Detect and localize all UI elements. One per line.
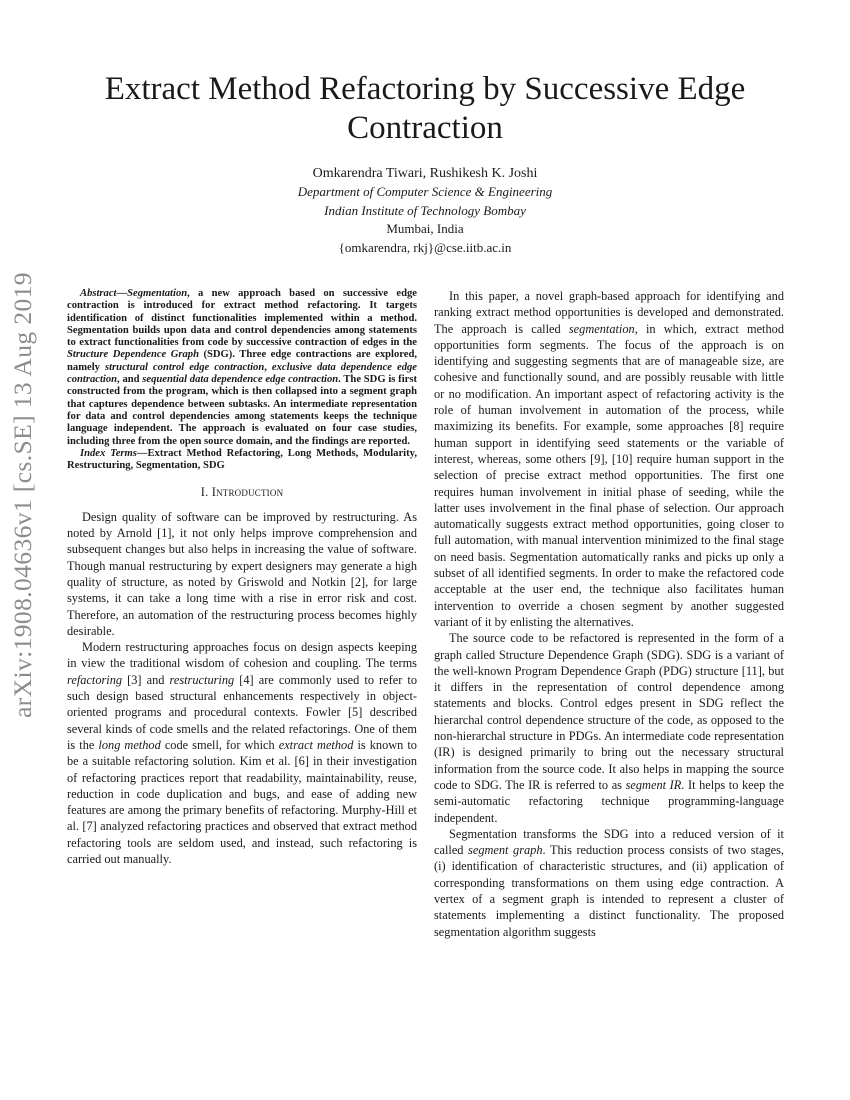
term-segment-ir: segment IR [625,777,682,792]
right-column [434,288,784,940]
index-terms-label: Index Terms [80,447,137,459]
right-paragraph-2 [434,630,784,826]
abstract-text: (SDG). Three edge contractions are explored, namely [67,349,417,373]
title-line-1: Extract Method Refactoring by Successive Edge [104,71,746,107]
abstract-sdg: Structure Dependence Graph [67,349,199,361]
text-run: Modern restructuring approaches focus on design aspects keeping in view the traditional wisdom of cohesion and coupling. The terms [67,640,417,671]
title-line-2: Contraction [347,110,503,146]
term-segmentation: segmentation [568,321,635,336]
abstract-contraction-1: structural control edge contraction [104,361,265,373]
affiliation-city: Mumbai, India [386,221,464,236]
text-run: , in which, extract method opportunities form segments. The focus of the approach is on identifying and suggesting segments that are of manageable size, are cohesive and functionally sound, and are possibly reusable with little or no modification. An important aspect of refactoring activity is the role of human involvement in automation of the process, while maximizing its benefits. For example, some approaches [8] require human support in identifying seed statements or the variable of interest, whereas, some others [9], [10] require human support in the selection of precise extract method opportunities. The first one requires human involvement in initial phase of seeding, while the latter uses involvement in the final phase of selection. Our approach automatically suggests extract method opportunities, going closer to full automation, with manual intervention minimized to the final stage on need basis. Segmentation automatically ranks and picks up only a subset of all identified segments. In order to make the refactored code acceptable at the user end, the technique also facilitates human intervention to override a chosen segment by another suggested variant of it by enlisting the alternatives. [434,321,784,629]
abstract-text: , [264,361,272,373]
right-paragraph-1 [434,288,784,630]
term-long-method: long method [98,737,161,752]
paper-title [0,70,850,148]
text-run: . It helps to keep the semi-automatic refactoring technique programming-language independent. [434,777,784,825]
text-run: code smell, for which [160,737,279,752]
abstract-contraction-2: exclusive data dependence edge contraction [67,361,418,386]
term-segment-graph: segment graph [468,843,543,858]
affiliation-dept: Department of Computer Science & Engineering [297,184,553,199]
abstract-text: , a new approach based on successive edge contraction is introduced for extract method refactoring. It targets identification of distinct functionalities implemented within a method. Segmentation builds upon data and control dependencies among statements to extract functionalities from code by successive contraction of edges in the [67,288,417,349]
text-run: The source code to be refactored is represented in the form of a graph called Structure Dependence Graph (SDG). SDG is a variant of the well-known Program Dependence Graph (PDG) structure [11], but it differs in the representation of control dependence among statements and blocks. Control edges present in SDG reflect the hierarchal control dependence structure of the code, as opposed to the non-hierarchal structure in PDGs. An intermediate code representation (IR) is designed primarily to bring out the necessary structural information from the source code. It also helps in mapping the source code to SDG. The IR is referred to as [434,631,784,792]
affiliation-inst: Indian Institute of Technology Bombay [324,202,526,218]
section-heading-introduction: I. Introduction [200,485,284,500]
abstract [67,288,417,472]
intro-paragraph-1: Design quality of software can be improved by restructuring. As noted by Arnold [1], it not only helps improve comprehension and subsequent changes but also helps in increasing the value of software. Though manual restructuring by expert designers may generate a high quality of structure, as noted by Griswold and Notkin [2], for large systems, it can take a long time with a rise in error risk and cost. Therefore, an automation of the restructuring process becomes highly desirable. [67,509,417,638]
term-extract-method: extract method [278,737,354,752]
paper-header [0,70,850,257]
text-run: Segmentation transforms the SDG into a reduced version of it called [434,826,784,858]
text-run: . This reduction process consists of two stages, (i) identification of characteristic structures, and (ii) application of corresponding transformations on them using edge contraction. A vertex of a segment graph is intended to represent a cluster of statements implementing a distinct functionality. The proposed segmentation algorithm suggests [434,843,784,939]
abstract-text: , and [117,374,143,386]
text-run: In this paper, a novel graph-based approach for identifying and ranking extract method opportunities is developed and demonstrated. The approach is called [434,289,784,336]
term-refactoring: refactoring [67,672,123,687]
arxiv-stamp [2,272,44,718]
authors: Omkarendra Tiwari, Rushikesh K. Joshi [312,166,538,181]
abstract-contraction-3: sequential data dependence edge contraction [142,374,339,386]
affiliation-email: {omkarendra, rkj}@cse.iitb.ac.in [338,239,512,255]
left-column [67,288,417,867]
text-run: [3] and [122,672,170,687]
intro-paragraph-2 [67,639,417,867]
right-paragraph-3 [434,826,784,940]
text-run: [4] are commonly used to refer to such design based structural enhancements respectively in object-oriented programs and procedural contexts. Fowler [5] described several kinds of code smells and the related refactorings. One of them is the [67,672,417,752]
arxiv-stamp-text: arXiv:1908.04636v1 [cs.SE] 13 Aug 2019 [8,272,37,718]
abstract-label: Abstract— [80,288,128,299]
index-terms-text: —Extract Method Refactoring, Long Methods, Modularity, Restructuring, Segmentation, SDG [67,447,417,472]
term-restructuring: restructuring [169,672,235,687]
abstract-term: Segmentation [127,288,188,299]
abstract-text: . The SDG is first constructed from the program, which is then collapsed into a segment graph that captures dependence between subtasks. An intermediate representation for data and control dependencies among statements keeps the technique language independent. The approach is evaluated on four case studies, including three from the open source domain, and the findings are reported. [67,374,417,447]
text-run: is known to be a suitable refactoring solution. Kim et al. [6] in their investigation of refactoring practices report that readability, maintainability, reuse, reduction in code duplication and bugs, and ease of adding new features are among the primary benefits of refactoring. Murphy-Hill et al. [7] analyzed refactoring practices and observed that extract method refactoring tools are seldom used, and instead, such refactoring is carried out manually. [67,737,417,866]
